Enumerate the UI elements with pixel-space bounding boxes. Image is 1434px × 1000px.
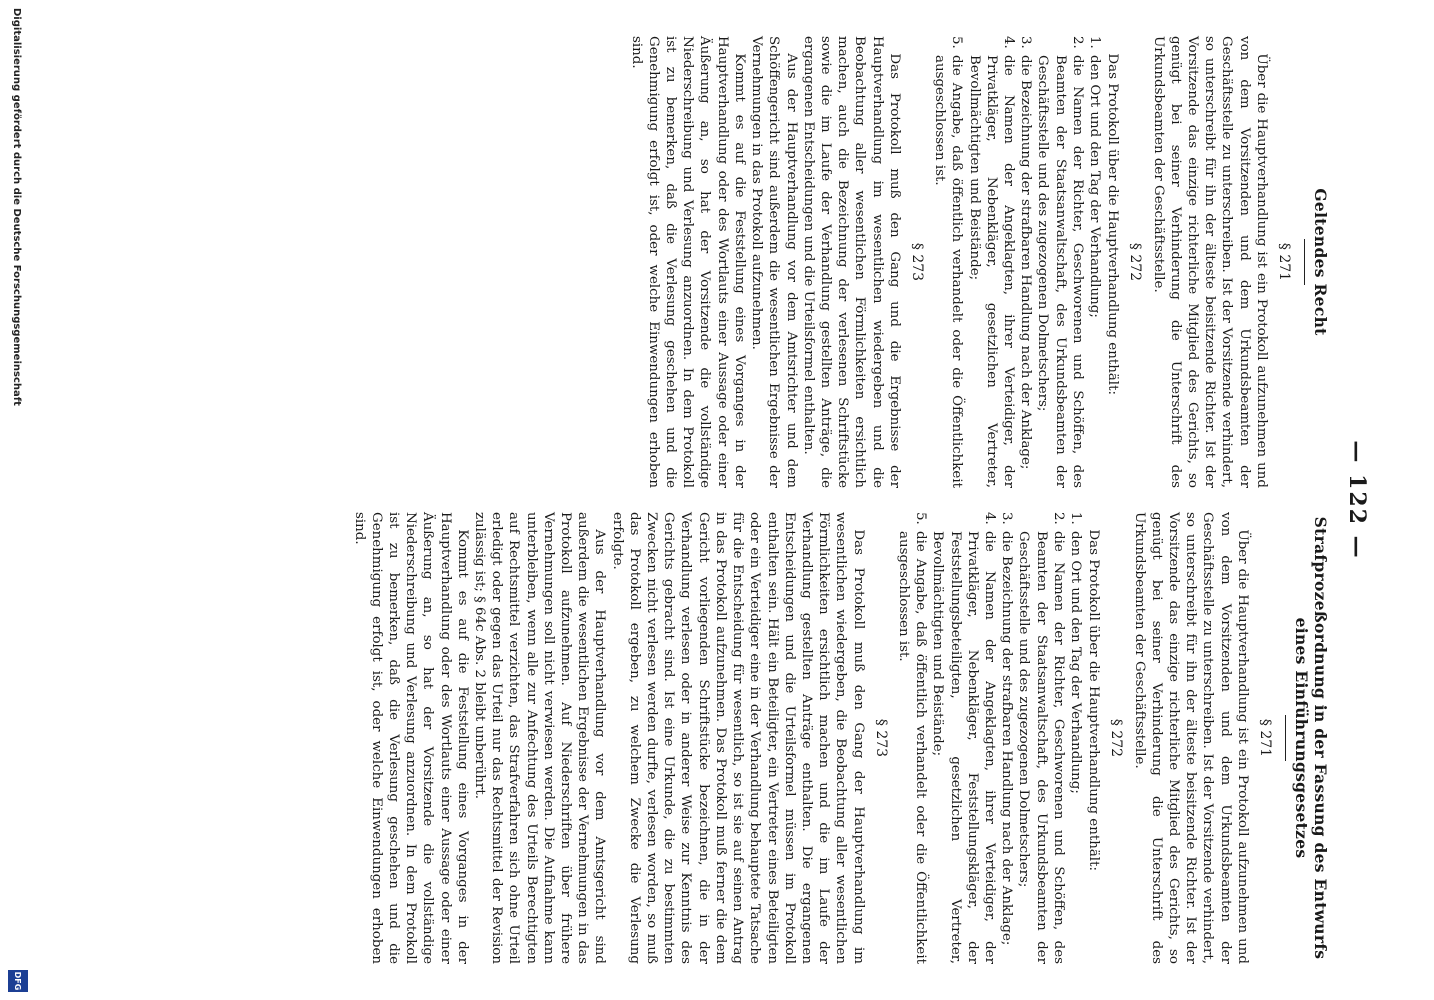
section-title: § 273	[908, 242, 925, 282]
list-item	[929, 512, 998, 964]
paragraph: Über die Hauptverhandlung ist ein Protokoll aufzunehmen und von dem Vorsitzenden und dem Urkundsbeamten der Geschäftsstelle zu unterschreiben. Ist der Vorsitzende verhindert, so unterschreibt für ihn der älteste beisitzende Richter. Ist der Vorsitzende das einzige richterliche Mitglied des Gerichts, so genügt bei seiner Verhinderung die Unterschrift des Urkundsbeamten der Geschäftsstelle.	[1150, 36, 1269, 488]
paragraph: Über die Hauptverhandlung ist ein Protokoll aufzunehmen und von dem Vorsitzenden und dem Urkundsbeamten der Geschäftsstelle zu unterschreiben. Ist der Vorsitzende verhindert, so unterschreibt für ihn der älteste beisitzende Richter. Ist der Vorsitzende das einzige richterliche Mitglied des Gerichts, so genügt bei seiner Verhinderung die Unterschrift des Urkundsbeamten der Geschäftsstelle.	[1131, 512, 1250, 964]
list-item	[931, 36, 965, 488]
list-item-text: die Angabe, daß öffentlich verhandelt oder die Öffentlichkeit ausgeschlossen ist.	[895, 531, 929, 964]
list-item	[895, 512, 929, 964]
list-item	[1034, 36, 1086, 488]
list-item-number: 1.	[1067, 512, 1083, 525]
list-item	[998, 512, 1015, 964]
list-item-number: 2.	[1050, 512, 1066, 525]
list-item-text: den Ort und den Tag der Verhandlung;	[1086, 55, 1102, 318]
list-item-text: die Bezeichnung der strafbaren Handlung nach der Anklage;	[1018, 55, 1034, 470]
paragraph: Das Protokoll muß den Gang und die Ergebnisse der Hauptverhandlung im wesentlichen wiedergeben und die Beobachtung aller wesentlichen Förmlichkeiten ersichtlich machen, auch die Bezeichnung der verlesenen Schriftstücke sowie die im Laufe der Verhandlung gestellten Anträge, die ergangenen Entscheidungen und die Urteilsformel enthalten.	[800, 36, 902, 488]
section-title: § 271	[1276, 242, 1292, 282]
column-draft-law	[350, 512, 1330, 964]
heading-rule	[1304, 239, 1305, 285]
list-item-number: 2.	[1069, 36, 1085, 49]
list-item	[965, 36, 1017, 488]
list-item	[1086, 36, 1103, 488]
section-title: § 271	[1257, 718, 1273, 758]
section-title: § 272	[1127, 242, 1144, 282]
list-item-number: 4.	[1000, 36, 1016, 49]
list-item-text: die Namen der Angeklagten, ihrer Verteidiger, der Privatkläger, Nebenkläger, gesetzlichen Vertreter, Bevollmächtigten und Beistände;	[966, 55, 1016, 488]
list-item-number: 5.	[913, 512, 929, 525]
column-heading: Geltendes Recht	[1311, 188, 1330, 336]
page-number: — 122 —	[1344, 440, 1370, 560]
paragraph: Das Protokoll über die Hauptverhandlung enthält:	[1105, 53, 1121, 395]
dfg-logo: DFG	[8, 970, 28, 992]
paragraph: Aus der Hauptverhandlung vor dem Amtsrichter und dem Schöffengericht sind außerdem die wesentlichen Ergebnisse der Vernehmungen in das Protokoll aufzunehmen.	[749, 36, 799, 488]
section-title: § 273	[872, 718, 889, 758]
column-sections	[627, 36, 1292, 488]
numbered-list	[895, 512, 1084, 964]
list-item-text: die Bezeichnung der strafbaren Handlung nach der Anklage;	[999, 531, 1015, 946]
column-sections	[350, 512, 1273, 964]
paragraph: Kommt es auf die Feststellung eines Vorganges in der Hauptverhandlung oder des Wortlauts einer Aussage oder einer Äußerung an, so hat der Vorsitzende die vollständige Niederschreibung und Verlesung anzuordnen. In dem Protokoll ist zu bemerken, daß die Verlesung geschehen und die Genehmigung erfolgt ist, oder welche Einwendungen erhoben sind.	[628, 36, 747, 488]
column-current-law	[627, 36, 1330, 488]
heading-rule	[1285, 715, 1286, 761]
numbered-list	[931, 36, 1103, 488]
paragraph: Kommt es auf die Feststellung eines Vorganges in der Hauptverhandlung oder des Wortlauts einer Aussage oder einer Äußerung an, so hat der Vorsitzende die vollständige Niederschreibung und Verlesung anzuordnen. In dem Protokoll ist zu bemerken, daß die Verlesung geschehen und die Genehmigung erfolgt ist, oder welche Einwendungen erhoben sind.	[351, 512, 470, 964]
list-item-text: den Ort und den Tag der Verhandlung;	[1067, 531, 1083, 794]
section-title: § 272	[1108, 718, 1125, 758]
list-item	[1015, 512, 1067, 964]
paragraph: Das Protokoll muß den Gang der Hauptverhandlung im wesentlichen wiedergeben, die Beobachtung aller wesentlichen Förmlichkeiten ersichtlich machen und die im Laufe der Verhandlung gestellten Anträge enthalten. Die ergangenen Entscheidungen und die Urteilsformel müssen im Protokoll enthalten sein. Hält ein Beteiligter, ein Vertreter eines Beteiligten oder ein Verteidiger eine in der Verhandlung behauptete Tatsache für die Entscheidung für wesentlich, so ist sie auf seinen Antrag in das Protokoll aufzunehmen. Das Protokoll muß ferner die dem Gericht vorliegenden Schriftstücke bezeichnen, die in der Verhandlung verlesen oder in anderer Weise zur Kenntnis des Gerichts gebracht sind. Ist eine Urkunde, die zu bestimmten Zwecken nicht verlesen werden durfte, verlesen worden, so muß das Protokoll ergeben, zu welchem Zwecke die Verlesung erfolgte.	[609, 512, 866, 964]
column-heading: Strafprozeßordnung in der Fassung des Entwurfs eines Einführungsgesetzes	[1292, 516, 1330, 960]
list-item-number: 1.	[1086, 36, 1102, 49]
list-item	[1067, 512, 1084, 964]
list-item-number: 3.	[1018, 36, 1034, 49]
list-item	[1017, 36, 1034, 488]
list-item-text: die Namen der Angeklagten, ihrer Verteidiger, der Privatkläger, Nebenkläger, Feststellungskläger, der Feststellungsbeteiligten, gesetzlichen Vertreter, Bevollmächtigten und Beistände;	[930, 531, 997, 964]
list-item-number: 3.	[999, 512, 1015, 525]
list-item-number: 4.	[981, 512, 997, 525]
paragraph: Aus der Hauptverhandlung vor dem Amtsgericht sind außerdem die wesentlichen Ergebnisse der Vernehmungen in das Protokoll aufzunehmen. Auf Niederschriften über frühere Vernehmungen soll nicht verwiesen werden. Die Aufnahme kann unterbleiben, wenn alle zur Anfechtung des Urteils Berechtigten auf Rechtsmittel verzichten, das Strafverfahren sich ohne Urteil erledigt oder gegen das Urteil nur das Rechtsmittel der Revision zulässig ist; § 64c Abs. 2 bleibt unberührt.	[472, 512, 608, 964]
list-item-text: die Namen der Richter, Geschworenen und Schöffen, des Beamten der Staatsanwaltschaft, des Urkundsbeamten der Geschäftsstelle und des zugezogenen Dolmetschers;	[1035, 55, 1085, 488]
paragraph: Das Protokoll über die Hauptverhandlung enthält:	[1086, 529, 1102, 871]
list-item-text: die Namen der Richter, Geschworenen und Schöffen, des Beamten der Staatsanwaltschaft, des Urkundsbeamten der Geschäftsstelle und des zugezogenen Dolmetschers;	[1016, 531, 1066, 964]
digitization-credit: Digitalisierung gefördert durch die Deutsche Forschungsgemeinschaft	[11, 8, 22, 406]
list-item-text: die Angabe, daß öffentlich verhandelt oder die Öffentlichkeit ausgeschlossen ist.	[932, 55, 965, 488]
list-item-number: 5.	[949, 36, 965, 49]
